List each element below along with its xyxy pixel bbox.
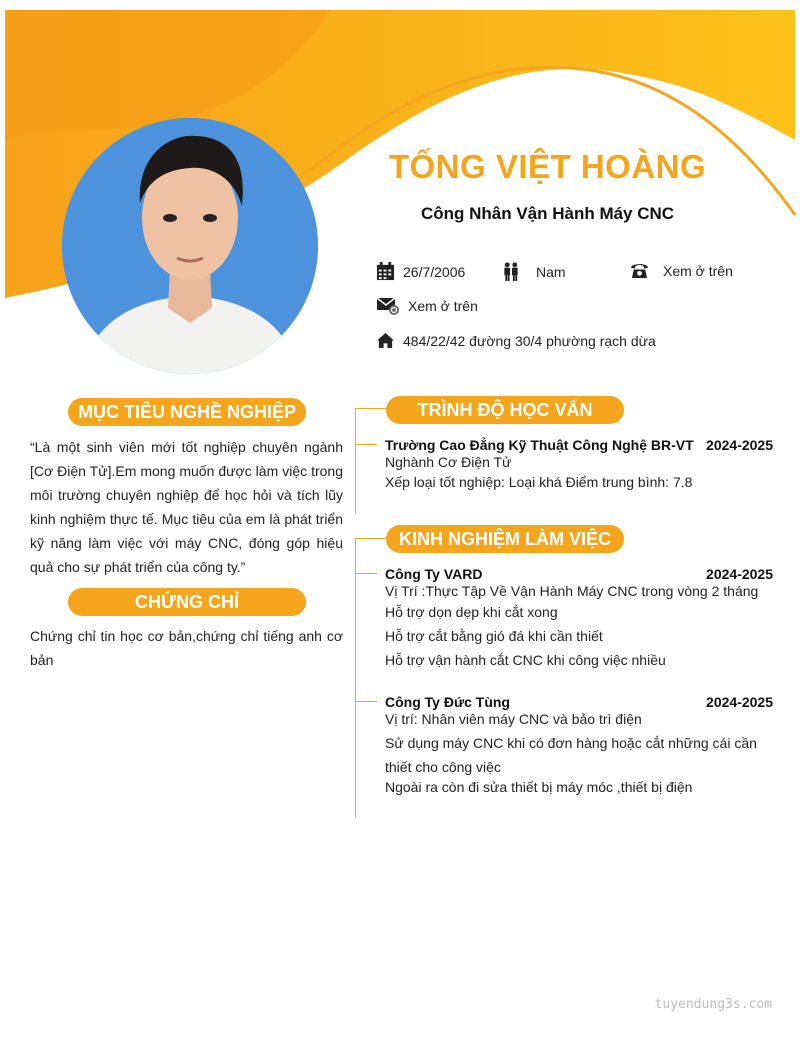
education-grade: Xếp loại tốt nghiệp: Loại khá Điểm trung bình: 7.8 [385, 474, 693, 490]
experience-timeline-line [355, 538, 356, 818]
objective-heading: MỤC TIÊU NGHỀ NGHIỆP [68, 398, 306, 426]
experience-connector [355, 538, 387, 539]
objective-text: “Là một sinh viên mới tốt nghiệp chuyên ngành [Cơ Điện Tử].Em mong muốn được làm việc trong môi trường chuyên nghiệp để học hỏi và tích lũy kinh nghiệm thực tế. Mục tiêu của em là phát triển kỹ năng làm việc với máy CNC, đóng góp hiệu quả cho sự phát triển của công ty.” [30, 439, 343, 575]
experience-heading: KINH NGHIỆM LÀM VIỆC [386, 525, 624, 553]
education-heading: TRÌNH ĐỘ HỌC VẤN [386, 396, 624, 424]
job-1-years: 2024-2025 [706, 566, 773, 582]
phone-icon [630, 262, 649, 279]
email-text: Xem ở trên [408, 298, 478, 314]
address-text: 484/22/42 đường 30/4 phường rạch dừa [403, 332, 656, 349]
job-2-company: Công Ty Đức Tùng [385, 694, 510, 710]
education-major: Nghành Cơ Điện Tử [385, 454, 512, 470]
job-1-position: Vị Trí :Thực Tập Về Vận Hành Máy CNC trong vòng 2 tháng [385, 583, 759, 599]
phone-text: Xem ở trên [663, 262, 733, 279]
education-entry-marker [355, 444, 377, 445]
job-1-duty-3: Hỗ trợ vận hành cắt CNC khi công việc nhiều [385, 652, 666, 668]
certificates-text: Chứng chỉ tin học cơ bản,chứng chỉ tiếng anh cơ bản [30, 628, 343, 668]
address-row [376, 332, 656, 349]
portrait-image [62, 118, 318, 374]
gender-text: Nam [536, 263, 566, 280]
job-title: Công Nhân Vận Hành Máy CNC [420, 204, 675, 223]
job-1-company: Công Ty VARD [385, 566, 483, 582]
certificates-heading: CHỨNG CHỈ [68, 588, 306, 616]
job-2-duty-2: Ngoài ra còn đi sửa thiết bị máy móc ,thiết bị điện [385, 779, 693, 795]
phone-row [630, 262, 733, 279]
education-connector [355, 408, 387, 409]
home-icon [376, 332, 395, 349]
birthday-row [376, 262, 465, 281]
job-2-position: Vị trí: Nhân viên máy CNC và bảo trì điện [385, 711, 642, 727]
watermark-text: tuyendung3s.com [654, 997, 772, 1012]
experience-entry-marker-1 [355, 573, 377, 574]
candidate-name: TỐNG VIỆT HOÀNG [388, 148, 707, 185]
education-years: 2024-2025 [706, 437, 773, 453]
job-1-duty-1: Hỗ trợ dọn dẹp khi cắt xong [385, 604, 558, 620]
gender-icon [502, 262, 520, 281]
job-2-years: 2024-2025 [706, 694, 773, 710]
birthday-text: 26/7/2006 [403, 263, 466, 280]
calendar-icon [376, 262, 395, 281]
profile-photo [62, 118, 318, 374]
email-row [376, 296, 478, 316]
education-timeline-line [355, 408, 356, 514]
experience-entry-marker-2 [355, 701, 377, 702]
gender-row [502, 262, 566, 281]
job-2-duty-1: Sử dụng máy CNC khi có đơn hàng hoặc cắt những cái cần thiết cho công việc [385, 735, 757, 775]
job-1-duty-2: Hỗ trợ cắt bằng gió đá khi cần thiết [385, 628, 603, 644]
email-icon [376, 296, 400, 316]
school-name: Trường Cao Đẳng Kỹ Thuật Công Nghệ BR-VT [385, 437, 694, 453]
